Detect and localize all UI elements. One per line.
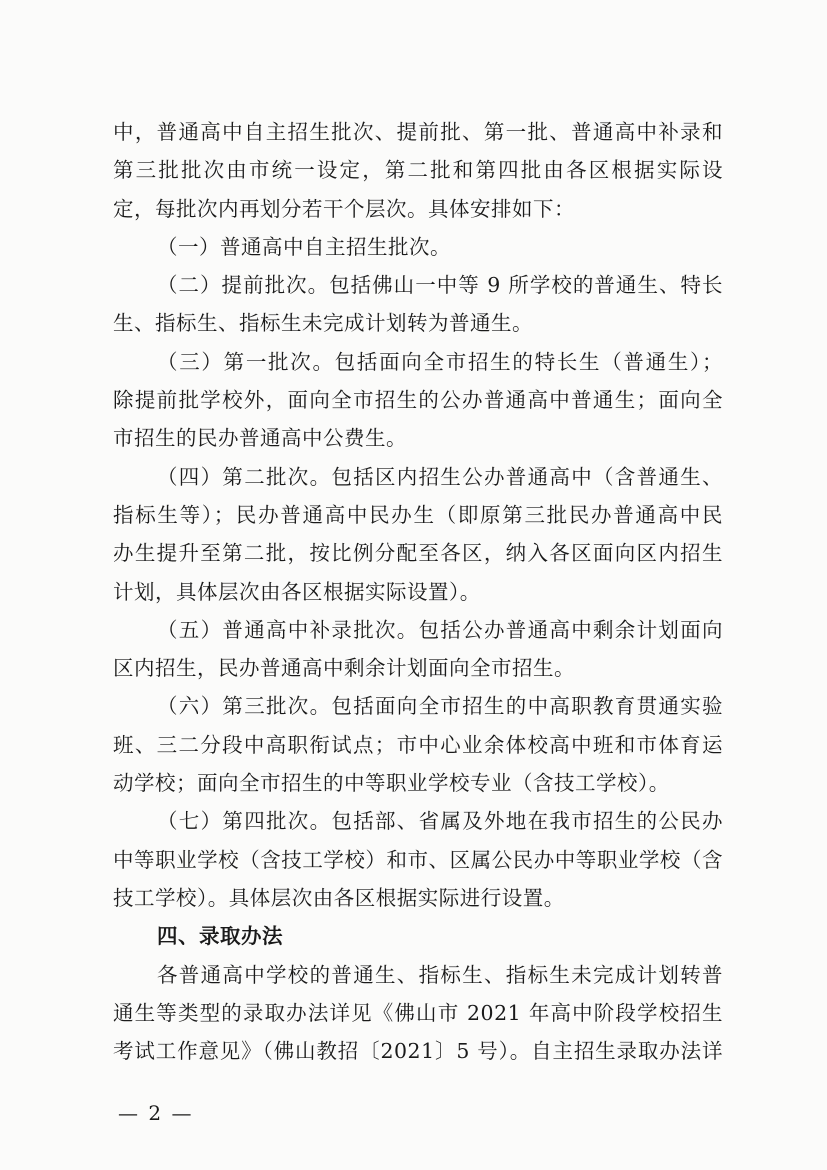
section-heading: 四、录取办法 (157, 924, 283, 949)
section-item-6: （六）第三批次。包括面向全市招生的中高职教育贯通实验 (157, 694, 723, 719)
section-item-3: （三）第一批次。包括面向全市招生的特长生（普通生）； (157, 349, 723, 374)
text-line: 区内招生，民办普通高中剩余计划面向全市招生。 (113, 656, 575, 681)
text-line: 各普通高中学校的普通生、指标生、指标生未完成计划转普 (157, 962, 723, 987)
text-line: 指标生等）；民办普通高中民办生（即原第三批民办普通高中民 (113, 502, 723, 527)
text-line: 办生提升至第二批，按比例分配至各区，纳入各区面向区内招生 (113, 541, 723, 566)
document-body (113, 113, 723, 1070)
text-line: 计划，具体层次由各区根据实际设置）。 (113, 579, 481, 604)
text-line: 技工学校）。具体层次由各区根据实际进行设置。 (113, 885, 565, 910)
section-item-1: （一）普通高中自主招生批次。 (157, 234, 451, 259)
text-line: 考试工作意见》（佛山教招〔2021〕5 号）。自主招生录取办法详 (113, 1039, 723, 1064)
section-item-7: （七）第四批次。包括部、省属及外地在我市招生的公民办 (157, 809, 723, 834)
text-line: 第三批批次由市统一设定，第二批和第四批由各区根据实际设 (113, 158, 723, 183)
text-line: 中等职业学校（含技工学校）和市、区属公民办中等职业学校（含 (113, 847, 723, 872)
section-item-5: （五）普通高中补录批次。包括公办普通高中剩余计划面向 (157, 617, 723, 642)
text-line: 班、三二分段中高职衔试点；市中心业余体校高中班和市体育运 (113, 732, 723, 757)
section-item-2: （二）提前批次。包括佛山一中等 9 所学校的普通生、特长 (157, 273, 723, 298)
text-line: 动学校；面向全市招生的中等职业学校专业（含技工学校）。 (113, 771, 670, 796)
text-line: 定，每批次内再划分若干个层次。具体安排如下： (113, 196, 575, 221)
text-line: 市招生的民办普通高中公费生。 (113, 426, 407, 451)
page-number: — 2 — (118, 1101, 194, 1125)
text-line: 通生等类型的录取办法详见《佛山市 2021 年高中阶段学校招生 (113, 1000, 723, 1025)
section-item-4: （四）第二批次。包括区内招生公办普通高中（含普通生、 (157, 464, 723, 489)
text-line: 除提前批学校外，面向全市招生的公办普通高中普通生；面向全 (113, 388, 723, 413)
text-line: 中，普通高中自主招生批次、提前批、第一批、普通高中补录和 (113, 120, 723, 144)
text-line: 生、指标生、指标生未完成计划转为普通生。 (113, 311, 533, 336)
